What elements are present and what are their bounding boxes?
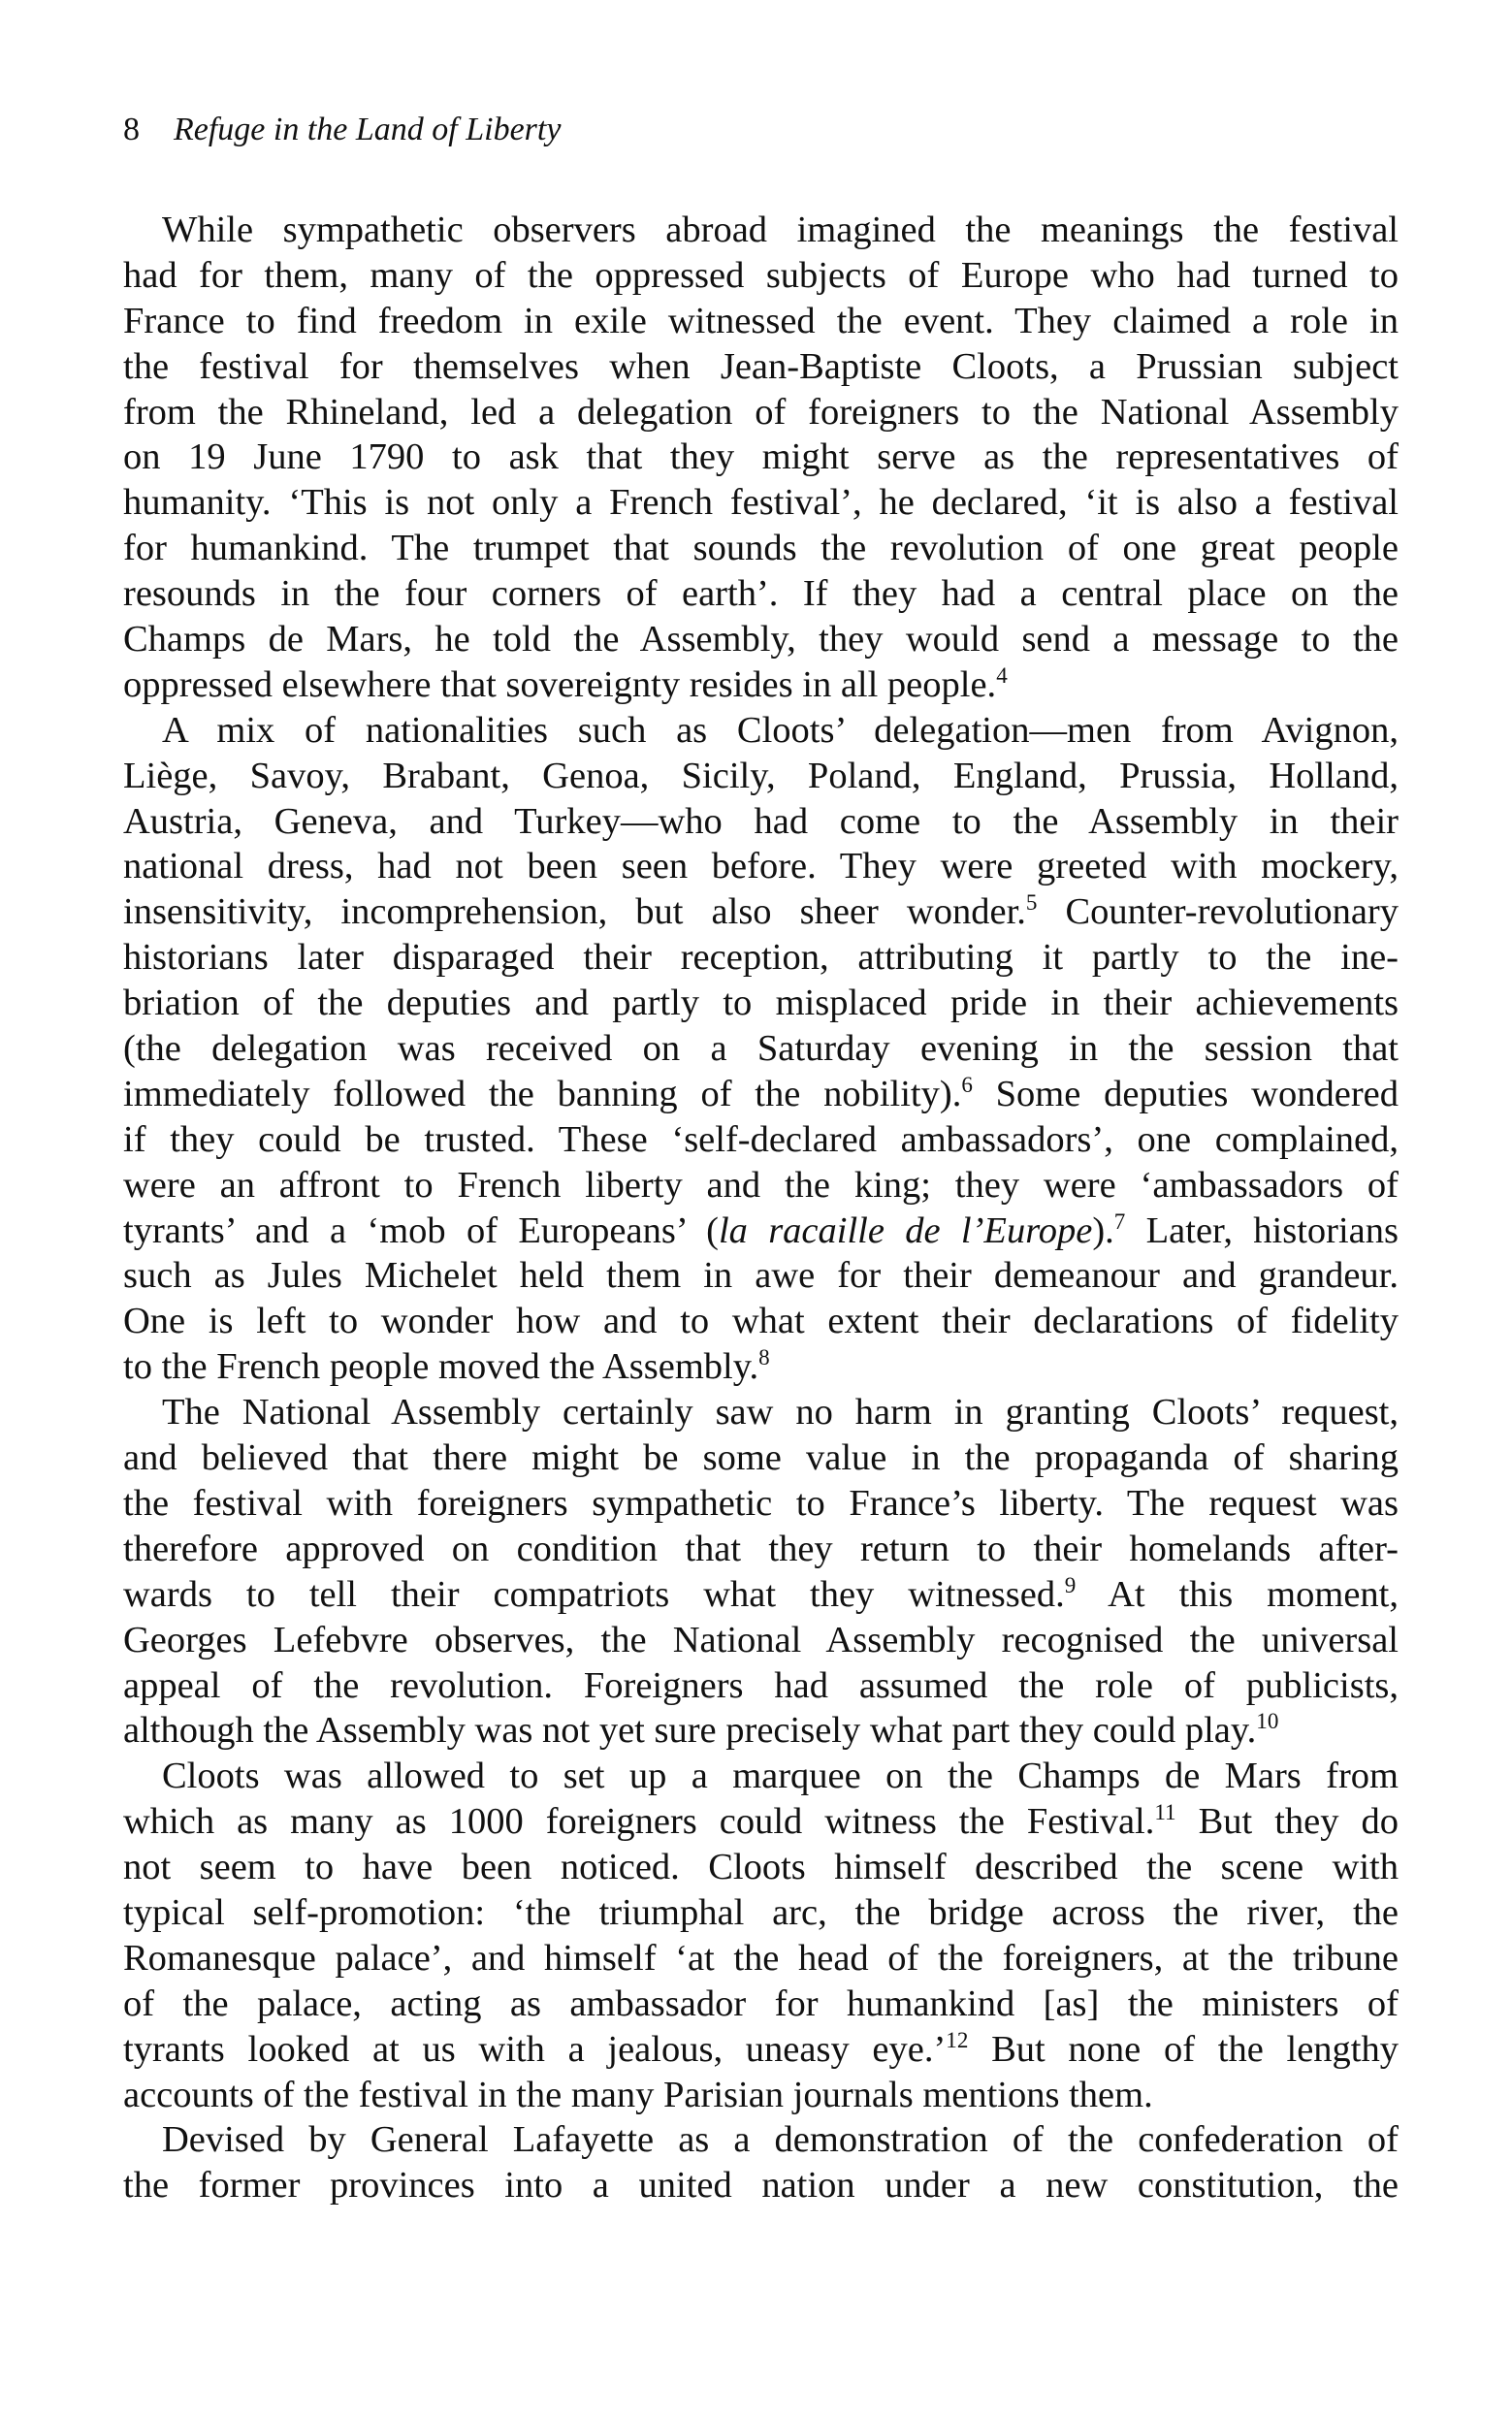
text-line: such as Jules Michelet held them in awe for their demeanour and grandeur. xyxy=(123,1255,1399,1297)
running-title: Refuge in the Land of Liberty xyxy=(174,112,562,147)
paragraph-1 xyxy=(123,208,1399,708)
text-line: the festival for themselves when Jean-Baptiste Cloots, a Prussian subject xyxy=(123,345,1399,387)
text-line: accounts of the festival in the many Parisian journals mentions them. xyxy=(123,2074,1153,2115)
text-line: Liège, Savoy, Brabant, Genoa, Sicily, Poland, England, Prussia, Holland, xyxy=(123,755,1399,796)
text-line: Devised by General Lafayette as a demonstration of the confederation of xyxy=(162,2119,1399,2161)
text-line: While sympathetic observers abroad imagined the meanings the festival xyxy=(162,209,1399,250)
paragraph-2 xyxy=(123,708,1399,1390)
text-line: tyrants looked at us with a jealous, uneasy eye.’$^{12}$ But none of the lengthy xyxy=(123,2026,1399,2070)
text-line: national dress, had not been seen before. They were greeted with mockery, xyxy=(123,846,1399,887)
text-line: to the French people moved the Assembly.$^8$ xyxy=(123,1344,770,1388)
footnote-ref[interactable]: 10 xyxy=(1256,1708,1279,1734)
footnote-ref[interactable]: 5 xyxy=(1025,889,1038,916)
text-line: tyrants’ and a ‘mob of Europeans’ (la racaille de l’Europe).$^7$ Later, historians xyxy=(123,1208,1399,1251)
text-line: the former provinces into a united nation under a new constitution, the xyxy=(123,2165,1399,2207)
text-line: of the palace, acting as ambassador for humankind [as] the ministers of xyxy=(123,1982,1399,2024)
text-line: typical self-promotion: ‘the triumphal arc, the bridge across the river, the xyxy=(123,1891,1399,1933)
text-line: and believed that there might be some value in the propaganda of sharing xyxy=(123,1437,1399,1479)
text-line: on 19 June 1790 to ask that they might serve as the representatives of xyxy=(123,436,1399,478)
footnote-ref[interactable]: 4 xyxy=(996,662,1008,689)
text-line: briation of the deputies and partly to misplaced pride in their achievements xyxy=(123,983,1399,1024)
text-line: France to find freedom in exile witnessed the event. They claimed a role in xyxy=(123,300,1399,341)
paragraph-4 xyxy=(123,1754,1399,2117)
footnote-ref[interactable]: 6 xyxy=(961,1072,973,1098)
text-line: if they could be trusted. These ‘self-declared ambassadors’, one complained, xyxy=(123,1118,1399,1160)
text-line: the festival with foreigners sympathetic to France’s liberty. The request was xyxy=(123,1482,1399,1524)
paragraph-3 xyxy=(123,1390,1399,1754)
footnote-ref[interactable]: 7 xyxy=(1113,1208,1126,1234)
text-line: Cloots was allowed to set up a marquee on the Champs de Mars from xyxy=(162,1756,1399,1797)
text-line: Austria, Geneva, and Turkey—who had come to the Assembly in their xyxy=(123,800,1399,842)
footnote-ref[interactable]: 12 xyxy=(946,2026,969,2052)
body-text xyxy=(123,208,1399,2208)
text-line: One is left to wonder how and to what extent their declarations of fidelity xyxy=(123,1301,1399,1342)
text-line: Georges Lefebvre observes, the National Assembly recognised the universal xyxy=(123,1619,1399,1660)
paragraph-5 xyxy=(123,2117,1399,2208)
footnote-ref[interactable]: 9 xyxy=(1064,1571,1077,1597)
text-line: resounds in the four corners of earth’. If they had a central place on the xyxy=(123,573,1399,615)
text-line: appeal of the revolution. Foreigners had assumed the role of publicists, xyxy=(123,1664,1399,1706)
text-line: had for them, many of the oppressed subjects of Europe who had turned to xyxy=(123,254,1399,296)
text-line: (the delegation was received on a Saturday evening in the session that xyxy=(123,1028,1399,1070)
text-line: for humankind. The trumpet that sounds the revolution of one great people xyxy=(123,528,1399,569)
text-line: were an affront to French liberty and the king; they were ‘ambassadors of xyxy=(123,1164,1399,1206)
text-line: insensitivity, incomprehension, but also sheer wonder.$^5$ Counter-revolutionary xyxy=(123,889,1399,933)
text-line: which as many as 1000 foreigners could witness the Festival.$^{11}$ But they do xyxy=(123,1799,1399,1843)
text-line: A mix of nationalities such as Cloots’ delegation—men from Avignon, xyxy=(162,709,1399,751)
text-line: wards to tell their compatriots what they witnessed.$^9$ At this moment, xyxy=(123,1571,1399,1615)
footnote-ref[interactable]: 8 xyxy=(758,1344,770,1370)
italic-phrase: la racaille de l’Europe xyxy=(718,1209,1093,1251)
text-line: not seem to have been noticed. Cloots himself described the scene with xyxy=(123,1847,1399,1888)
text-line: Champs de Mars, he told the Assembly, they would send a message to the xyxy=(123,619,1399,661)
text-line: therefore approved on condition that they return to their homelands after- xyxy=(123,1528,1399,1569)
running-head xyxy=(123,111,561,149)
footnote-ref[interactable]: 11 xyxy=(1154,1799,1176,1825)
text-line: humanity. ‘This is not only a French festival’, he declared, ‘it is also a festival xyxy=(123,482,1399,524)
text-line: historians later disparaged their reception, attributing it partly to the ine- xyxy=(123,937,1399,979)
text-line: from the Rhineland, led a delegation of foreigners to the National Assembly xyxy=(123,391,1399,433)
page-number: 8 xyxy=(123,112,140,147)
text-line: The National Assembly certainly saw no harm in granting Cloots’ request, xyxy=(162,1392,1399,1434)
text-line: immediately followed the banning of the nobility).$^6$ Some deputies wondered xyxy=(123,1072,1399,1114)
text-line: oppressed elsewhere that sovereignty resides in all people.$^4$ xyxy=(123,662,1008,705)
text-line: Romanesque palace’, and himself ‘at the head of the foreigners, at the tribune xyxy=(123,1937,1399,1979)
text-line: although the Assembly was not yet sure precisely what part they could play.$^{10}$ xyxy=(123,1708,1279,1752)
